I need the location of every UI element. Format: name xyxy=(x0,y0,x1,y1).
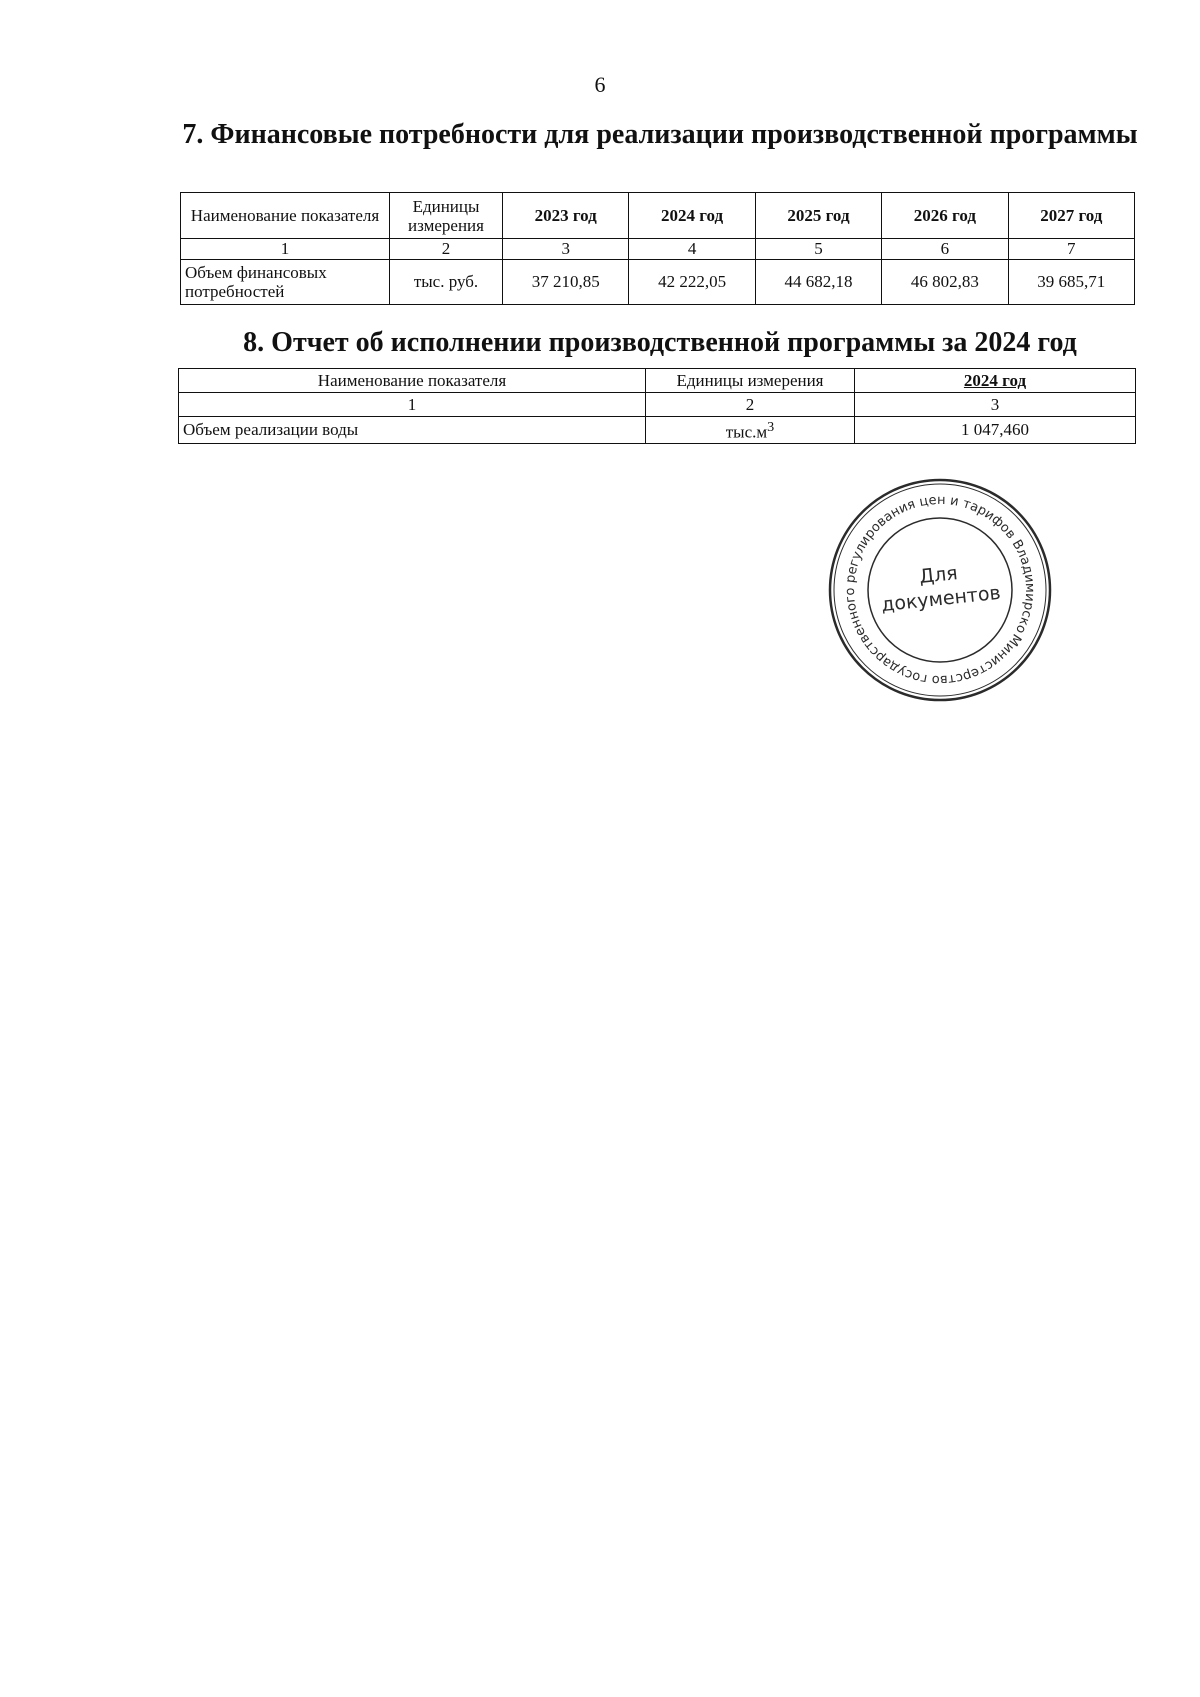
unit-text: тыс.м xyxy=(725,422,768,442)
row-unit: тыс. руб. xyxy=(390,260,503,305)
table-header-row xyxy=(179,369,1136,393)
header-year-2023: 2023 год xyxy=(503,193,629,239)
header-year-2024: 2024 год xyxy=(629,193,755,239)
column-number: 1 xyxy=(181,239,390,260)
column-number: 3 xyxy=(855,393,1136,417)
row-indicator-name: Объем реализации воды xyxy=(179,417,646,444)
column-number: 6 xyxy=(882,239,1008,260)
header-indicator-name: Наименование показателя xyxy=(181,193,390,239)
stamp-center-line2: документов xyxy=(880,581,1002,617)
header-year-2024: 2024 год xyxy=(855,369,1136,393)
table-row xyxy=(179,417,1136,444)
official-stamp xyxy=(825,475,1055,705)
header-year-2026: 2026 год xyxy=(882,193,1008,239)
column-number: 3 xyxy=(503,239,629,260)
column-number: 7 xyxy=(1008,239,1134,260)
stamp-seal-graphic xyxy=(825,475,1055,705)
header-year-2027: 2027 год xyxy=(1008,193,1134,239)
value-2024: 1 047,460 xyxy=(855,417,1136,444)
page-number: 6 xyxy=(594,72,606,97)
table-numbering-row xyxy=(179,393,1136,417)
header-unit: Единицы измерения xyxy=(390,193,503,239)
row-indicator-name: Объем финансовых потребностей xyxy=(181,260,390,305)
section-8-title: 8. Отчет об исполнении производственной программы за 2024 год xyxy=(243,327,1077,358)
unit-superscript: 3 xyxy=(767,419,775,435)
table-numbering-row xyxy=(181,239,1135,260)
stamp-center-line1: Для xyxy=(918,562,959,589)
value-2025: 44 682,18 xyxy=(755,260,881,305)
header-unit: Единицы измерения xyxy=(646,369,855,393)
column-number: 1 xyxy=(179,393,646,417)
row-unit xyxy=(646,417,855,444)
header-indicator-name: Наименование показателя xyxy=(179,369,646,393)
table-header-row xyxy=(181,193,1135,239)
column-number: 2 xyxy=(646,393,855,417)
header-year-2025: 2025 год xyxy=(755,193,881,239)
value-2024: 42 222,05 xyxy=(629,260,755,305)
section-7-title: 7. Финансовые потребности для реализации производственной программы xyxy=(182,119,1138,150)
value-2023: 37 210,85 xyxy=(503,260,629,305)
value-2026: 46 802,83 xyxy=(882,260,1008,305)
financial-needs-table xyxy=(180,192,1135,305)
column-number: 2 xyxy=(390,239,503,260)
column-number: 4 xyxy=(629,239,755,260)
value-2027: 39 685,71 xyxy=(1008,260,1134,305)
table-row xyxy=(181,260,1135,305)
program-execution-report-table xyxy=(178,368,1136,444)
column-number: 5 xyxy=(755,239,881,260)
stamp-ring-text: Министерство государственного регулирования цен и тарифов Владимирско xyxy=(842,492,1038,688)
